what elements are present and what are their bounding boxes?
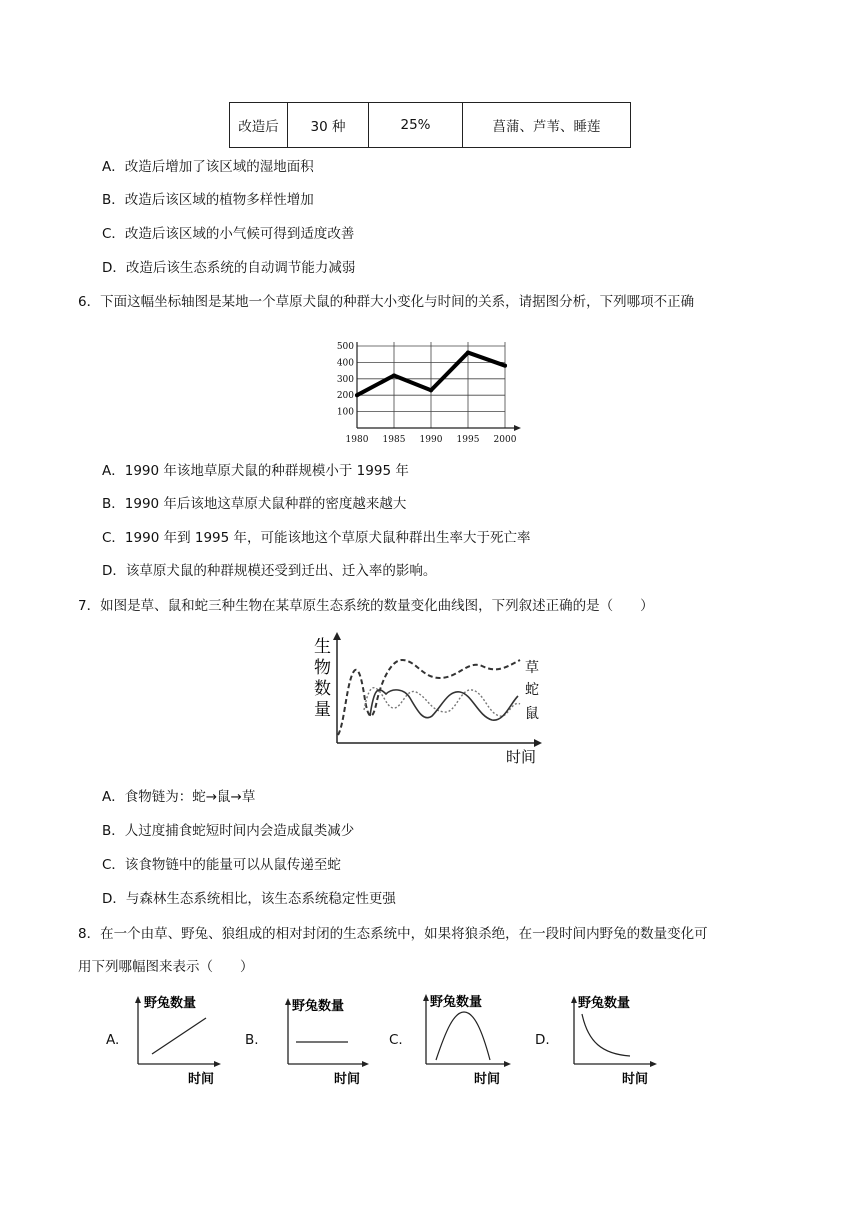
label-snake: 蛇 <box>525 682 539 698</box>
data-table <box>229 102 631 148</box>
table-cell: 菖蒲、芦苇、睡莲 <box>463 103 631 148</box>
data-segment <box>394 376 431 391</box>
y-label-char: 物 <box>314 658 331 678</box>
data-segment <box>468 353 505 366</box>
option-c: C．该食物链中的能量可以从鼠传递至蛇 <box>102 857 341 873</box>
data-point <box>466 351 470 355</box>
question-stem: 8．在一个由草、野兔、狼组成的相对封闭的生态系统中，如果将狼杀绝，在一段时间内野兔的数量变化可 <box>78 926 708 942</box>
table-row <box>230 103 631 148</box>
population-curves-diagram <box>310 630 550 766</box>
data-point <box>503 364 507 368</box>
graph-a <box>126 992 226 1088</box>
graph-y-label: 野兔数量 <box>578 996 631 1011</box>
graph-x-label: 时间 <box>188 1072 215 1087</box>
x-tick-label: 1995 <box>456 435 480 445</box>
y-tick-label: 300 <box>336 374 354 385</box>
question-stem: 6．下面这幅坐标轴图是某地一个草原犬鼠的种群大小变化与时间的关系，请据图分析，下列哪项不正确 <box>78 294 695 310</box>
graph-b <box>276 992 376 1088</box>
option-a: A．1990 年该地草原犬鼠的种群规模小于 1995 年 <box>102 463 409 479</box>
table-cell: 25% <box>369 103 463 148</box>
y-label-char: 生 <box>314 637 331 657</box>
x-label: 时间 <box>506 748 537 766</box>
graph-y-label: 野兔数量 <box>144 996 197 1011</box>
choice-label-d: D. <box>535 1032 550 1048</box>
x-tick-label: 1985 <box>382 435 406 445</box>
choice-label-c: C. <box>389 1032 403 1048</box>
x-tick-label: 1980 <box>345 435 369 445</box>
data-point <box>429 388 433 392</box>
table-cell: 改造后 <box>230 103 288 148</box>
data-point <box>392 374 396 378</box>
label-grass: 草 <box>525 660 539 676</box>
x-axis-arrow <box>514 425 521 431</box>
table-cell: 30 种 <box>288 103 369 148</box>
option-b: B．1990 年后该地这草原犬鼠种群的密度越来越大 <box>102 496 407 512</box>
grass-curve <box>338 660 520 735</box>
label-mouse: 鼠 <box>525 706 539 722</box>
rise-fall-curve <box>436 1012 490 1060</box>
graph-c <box>414 990 514 1088</box>
y-axis-arrow <box>333 632 341 640</box>
data-segment <box>431 353 468 391</box>
option-a: A．改造后增加了该区域的湿地面积 <box>102 159 314 175</box>
x-axis-arrow <box>534 739 542 747</box>
choice-label-b: B. <box>245 1032 259 1048</box>
option-b: B．人过度捕食蛇短时间内会造成鼠类减少 <box>102 823 355 839</box>
y-label-char: 量 <box>314 700 331 720</box>
question-stem-cont: 用下列哪幅图来表示（ ） <box>78 959 254 975</box>
y-tick-label: 200 <box>336 391 354 402</box>
graph-x-label: 时间 <box>334 1072 361 1087</box>
graph-x-label: 时间 <box>474 1072 501 1087</box>
increasing-line <box>152 1018 206 1054</box>
graph-x-label: 时间 <box>622 1072 649 1087</box>
graph-y-label: 野兔数量 <box>430 995 483 1010</box>
x-tick-label: 2000 <box>493 435 517 445</box>
option-d: D．改造后该生态系统的自动调节能力减弱 <box>102 260 356 276</box>
snake-curve <box>370 690 518 720</box>
option-b: B．改造后该区域的植物多样性增加 <box>102 192 314 208</box>
x-tick-label: 1990 <box>419 435 443 445</box>
question-stem: 7．如图是草、鼠和蛇三种生物在某草原生态系统的数量变化曲线图，下列叙述正确的是（ ） <box>78 598 654 614</box>
option-d: D．与森林生态系统相比，该生态系统稳定性更强 <box>102 891 396 907</box>
option-c: C．改造后该区域的小气候可得到适度改善 <box>102 226 355 242</box>
population-line-chart <box>335 336 525 446</box>
choice-label-a: A. <box>106 1032 120 1048</box>
decreasing-curve <box>582 1014 630 1056</box>
option-a: A．食物链为：蛇→鼠→草 <box>102 789 256 805</box>
y-tick-label: 100 <box>336 407 354 418</box>
y-label-char: 数 <box>314 679 331 699</box>
y-tick-label: 400 <box>336 358 354 369</box>
y-tick-label: 500 <box>336 342 354 352</box>
graph-d <box>562 992 662 1088</box>
option-c: C．1990 年到 1995 年，可能该地这个草原犬鼠种群出生率大于死亡率 <box>102 530 531 546</box>
data-point <box>355 393 359 397</box>
option-d: D．该草原犬鼠的种群规模还受到迁出、迁入率的影响。 <box>102 563 437 579</box>
graph-y-label: 野兔数量 <box>292 999 345 1014</box>
